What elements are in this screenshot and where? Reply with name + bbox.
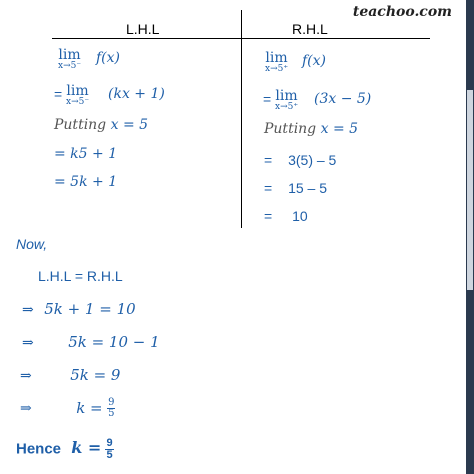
rhl-step-3 bbox=[264, 208, 308, 224]
step-lhs: k = bbox=[76, 398, 103, 417]
rhl-step-1 bbox=[264, 152, 336, 168]
conclusion-fraction bbox=[105, 438, 113, 461]
lim-subscript: x→5⁺ bbox=[275, 102, 299, 112]
step-value: 10 bbox=[292, 208, 308, 224]
implies-icon: ⇒ bbox=[22, 335, 34, 351]
header-lhl: L.H.L bbox=[126, 21, 160, 37]
lim-subscript: x→5⁻ bbox=[58, 61, 82, 71]
equals-sign: = bbox=[264, 152, 273, 168]
lim-subscript: x→5⁺ bbox=[265, 64, 289, 74]
step-expr: 5k = 10 − 1 bbox=[68, 333, 160, 351]
putting-text: Putting bbox=[264, 121, 317, 137]
lhl-limit-2 bbox=[66, 84, 89, 107]
denominator: 5 bbox=[108, 408, 115, 419]
rhl-limit-1 bbox=[265, 51, 288, 74]
side-scrollbar[interactable] bbox=[466, 0, 474, 474]
watermark-logo: teachoo.com bbox=[352, 4, 452, 20]
solve-step-4 bbox=[20, 398, 115, 419]
implies-icon: ⇒ bbox=[20, 400, 32, 417]
lim-word: lim bbox=[66, 83, 89, 99]
rhl-limit-2-expr: (3x − 5) bbox=[314, 91, 372, 107]
rhl-limit-2 bbox=[275, 89, 298, 112]
lhl-limit-1 bbox=[58, 48, 81, 71]
solve-step-3 bbox=[20, 366, 120, 384]
conclusion-lhs: k = bbox=[71, 438, 102, 458]
rhl-putting bbox=[264, 121, 358, 137]
implies-icon: ⇒ bbox=[22, 302, 34, 318]
step-expr: 5k = 9 bbox=[70, 366, 121, 384]
putting-expr: x = 5 bbox=[320, 121, 359, 137]
lhl-putting bbox=[54, 117, 148, 133]
lim-subscript: x→5⁻ bbox=[66, 97, 90, 107]
lhl-equals-rhl: L.H.L = R.H.L bbox=[38, 268, 123, 284]
lhl-step-1: = k5 + 1 bbox=[54, 146, 118, 162]
equals-sign: = bbox=[264, 208, 273, 224]
implies-icon: ⇒ bbox=[20, 368, 32, 384]
putting-expr: x = 5 bbox=[110, 117, 149, 133]
rhl-limit-2-prefix: = bbox=[263, 91, 272, 107]
hence-label: Hence bbox=[16, 440, 62, 458]
step-expr: 5k + 1 = 10 bbox=[44, 300, 136, 318]
lhl-limit-2-expr: (kx + 1) bbox=[108, 86, 165, 102]
lhl-limit-2-prefix: = bbox=[54, 86, 63, 102]
header-rhl: R.H.L bbox=[292, 21, 328, 37]
conclusion bbox=[16, 438, 114, 461]
rhl-step-2 bbox=[264, 180, 327, 196]
putting-text: Putting bbox=[54, 117, 107, 133]
table-divider-vertical bbox=[241, 10, 242, 228]
step-value: 3(5) – 5 bbox=[288, 152, 337, 168]
fraction bbox=[107, 398, 115, 419]
scrollbar-thumb[interactable] bbox=[467, 90, 473, 290]
step-value: 15 – 5 bbox=[288, 180, 328, 196]
denominator: 5 bbox=[106, 449, 113, 461]
lim-word: lim bbox=[58, 47, 81, 63]
rhl-limit-1-expr: f(x) bbox=[302, 53, 327, 69]
numerator: 9 bbox=[106, 437, 113, 449]
numerator: 9 bbox=[108, 397, 115, 408]
now-label: Now, bbox=[16, 236, 48, 252]
lim-word: lim bbox=[265, 50, 288, 66]
solve-step-2 bbox=[22, 333, 160, 351]
lhl-limit-1-expr: f(x) bbox=[96, 50, 121, 66]
solve-step-1 bbox=[22, 300, 136, 318]
lhl-step-2: = 5k + 1 bbox=[54, 174, 118, 190]
equals-sign: = bbox=[264, 180, 273, 196]
lim-word: lim bbox=[275, 88, 298, 104]
